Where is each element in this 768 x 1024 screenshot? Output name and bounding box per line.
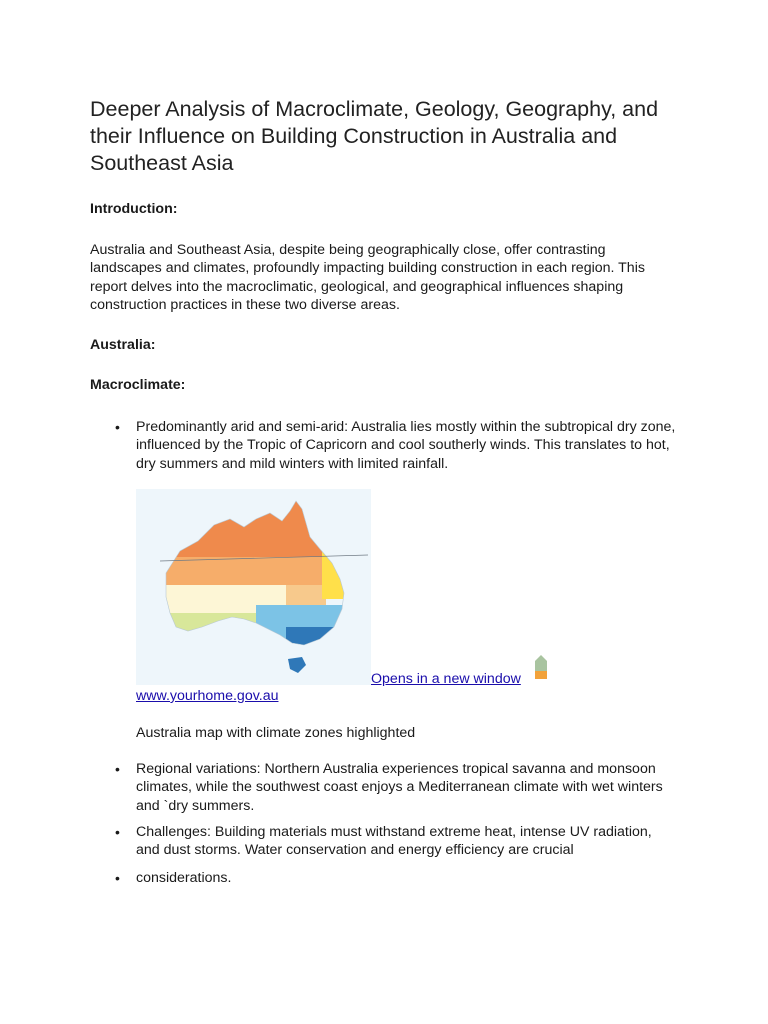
icon-base — [535, 671, 547, 679]
bullet-marker: • — [115, 870, 120, 886]
external-window-icon[interactable] — [533, 655, 549, 681]
introduction-paragraph: Australia and Southeast Asia, despite being geographically close, offer contrasting landscapes and climates, profoundly impacting building construction in each region. This report delves into the macroclimatic, geological, and geographical influences shaping construction practices in these two diverse areas. — [90, 242, 645, 313]
bullet-marker: • — [115, 761, 120, 777]
bullet-item-arid: Predominantly arid and semi-arid: Australia lies mostly within the subtropical dry zone, influenced by the Tropic of Capricorn and cool southerly winds. This translates to hot, dry summers and mild winters with limited rainfall. — [136, 419, 676, 472]
introduction-heading: Introduction: — [90, 201, 178, 217]
macroclimate-heading: Macroclimate: — [90, 377, 186, 393]
zone-hot-dry — [286, 585, 326, 605]
icon-top — [535, 655, 547, 671]
image-caption: Australia map with climate zones highlighted — [136, 725, 416, 741]
australia-heading: Australia: — [90, 337, 156, 353]
page-title: Deeper Analysis of Macroclimate, Geology, Geography, and their Influence on Building Construction in Australia and Southeast Asia — [90, 97, 659, 175]
source-link[interactable]: www.yourhome.gov.au — [136, 688, 279, 704]
bullet-item-considerations: considerations. — [136, 870, 232, 886]
bullet-marker: • — [115, 824, 120, 840]
external-window-icon-graphic — [533, 655, 549, 681]
australia-map-graphic — [136, 489, 371, 685]
australia-climate-map[interactable] — [136, 489, 371, 685]
bullet-marker: • — [115, 419, 120, 435]
bullet-item-regional-variations: Regional variations: Northern Australia experiences tropical savanna and monsoon climates, while the southwest coast enjoys a Mediterranean climate with wet winters and `dry summers. — [136, 761, 663, 814]
bullet-item-challenges: Challenges: Building materials must withstand extreme heat, intense UV radiation, and dust storms. Water conservation and energy efficiency are crucial — [136, 824, 652, 859]
open-new-window-link[interactable]: Opens in a new window — [371, 671, 521, 687]
